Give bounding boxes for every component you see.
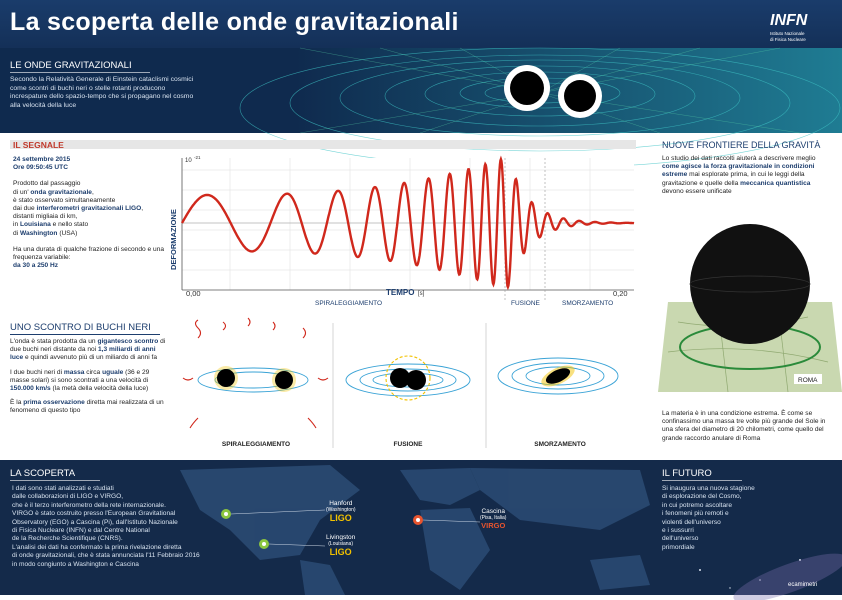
- infn-logo: [770, 12, 807, 42]
- signal-p1-m: (USA): [59, 229, 78, 237]
- livingston-det: LIGO: [329, 547, 352, 557]
- stage-merger-illustration: [346, 356, 470, 400]
- fut-7: primordiale: [662, 543, 695, 551]
- signal-p1-c: onda gravitazionale: [30, 188, 92, 196]
- signal-date: 24 settembre 2015: [13, 156, 71, 163]
- signal-p1-k: di: [13, 229, 19, 237]
- fut-3: i fenomeni più remoti e: [662, 510, 729, 518]
- x-axis-unit: [s]: [418, 291, 425, 297]
- col-p3c: diretta mai realizzata di un fenomeno di questo tipo: [10, 399, 164, 415]
- collision-text: [10, 338, 170, 416]
- col-p2c: circa: [86, 368, 101, 376]
- future-text: [662, 485, 782, 552]
- fr-t2: come agisce la forza gravitazionale in condizioni estreme: [662, 163, 815, 179]
- frontiers-text: [662, 155, 832, 196]
- frontiers-title: NUOVE FRONTIERE DELLA GRAVITÀ: [662, 140, 821, 150]
- signal-p1-i: Louisiana: [19, 221, 51, 229]
- hanford-region: (Washington): [326, 507, 356, 513]
- cascina-pin: [413, 515, 423, 525]
- col-p2f: 150.000 km/s: [10, 385, 51, 393]
- signal-title: IL SEGNALE: [13, 140, 64, 150]
- cascina-name: Cascina: [481, 508, 505, 515]
- future-divider: [662, 480, 742, 481]
- y-scale-exp: -21: [194, 155, 201, 160]
- col-p3a: È la: [10, 399, 22, 407]
- col-p1b: gigantesco scontro: [97, 338, 159, 345]
- signal-p1-l: Washington: [19, 229, 58, 237]
- discovery-title: LA SCOPERTA: [10, 468, 76, 479]
- stage-label-inspiral: SPIRALEGGIAMENTO: [221, 441, 291, 448]
- discovery-text: [12, 485, 252, 569]
- tick-start: 0,00: [186, 289, 201, 298]
- tick-end: 0,20: [613, 289, 628, 298]
- signal-p2: Ha una durata di qualche frazione di secondo e una frequenza variabile:: [13, 245, 165, 262]
- phase-inspiral: SPIRALEGGIAMENTO: [315, 300, 383, 307]
- signal-p1-a: Prodotto dal passaggio: [13, 180, 81, 188]
- rome-sphere-illustration: [658, 222, 842, 392]
- collision-divider: [10, 334, 160, 335]
- black-hole-2: [564, 80, 596, 112]
- fut-1: di esplorazione del Cosmo,: [662, 493, 742, 501]
- signal-p2-bold: da 30 a 250 Hz: [13, 262, 59, 270]
- signal-p1-g: distanti migliaia di km,: [13, 213, 78, 221]
- col-p1d: 1,3 miliardi di anni luce: [10, 346, 156, 362]
- col-p2g: (la metà della velocità della luce): [52, 385, 149, 393]
- future-title: IL FUTURO: [662, 468, 712, 479]
- disc-line-2: che è il terzo interferometro della rete internazionale.: [12, 501, 166, 509]
- black-hole-1: [510, 71, 544, 105]
- waveform-chart: [170, 150, 640, 310]
- logo-sub-1: Istituto Nazionale: [770, 31, 805, 36]
- col-p2b: massa: [63, 368, 85, 376]
- signal-p1-b: di un: [13, 188, 28, 196]
- stage-ringdown-illustration: [498, 358, 618, 394]
- col-p2a: I due buchi neri di: [10, 368, 63, 376]
- col-p3b: prima osservazione: [23, 399, 85, 407]
- logo-sub-2: di Fisica Nucleare: [770, 37, 806, 42]
- map-label-roma: ROMA: [798, 377, 818, 384]
- disc-line-9: in modo congiunto a Washington e Cascina: [12, 560, 139, 568]
- intro-divider: [10, 72, 150, 73]
- hanford-name: Hanford: [329, 500, 353, 507]
- x-axis-label: TEMPO: [386, 288, 415, 297]
- signal-time: Ore 09:50:45 UTC: [13, 164, 68, 172]
- stage-label-ringdown: SMORZAMENTO: [534, 441, 586, 448]
- disc-line-8: di onde gravitazionali, che è stata annunciata l'11 Febbraio 2016: [12, 552, 200, 560]
- signal-p1-f: interferometri gravitazionali LIGO: [36, 205, 142, 213]
- fut-0: Si inaugura una nuova stagione: [662, 485, 755, 492]
- disc-line-7: L'analisi dei dati ha confermato la prima rivelazione diretta: [12, 543, 182, 551]
- col-p2e: (36 e 29 masse solari) si sono scontrati a una velocità di: [10, 368, 150, 384]
- frontiers-text-2: La materia è in una condizione estrema. È come se confinassimo una massa tre volte più grande del Sole in una sfera del diametro di 20 chilometri, come quello del grande raccordo anulare di Roma: [662, 410, 826, 442]
- cascina-region: (Pisa, Italia): [480, 515, 507, 521]
- col-p1c: di due buchi neri distante da noi: [10, 338, 166, 354]
- page-title: La scoperta delle onde gravitazionali: [10, 8, 459, 36]
- signal-header-bar: [10, 140, 636, 149]
- fr-t1: Lo studio dei dati raccolti aiuterà a descrivere meglio: [662, 155, 816, 162]
- fr-t5: devono essere unificate: [662, 187, 732, 195]
- site-hanford: [326, 500, 356, 523]
- site-livingston: [326, 534, 355, 557]
- phase-merger: FUSIONE: [511, 300, 540, 307]
- col-p1e: e quindi avvenuto più di un miliardo di anni fa: [25, 354, 158, 362]
- fr-t4: meccanica quantistica: [740, 179, 811, 187]
- livingston-name: Livingston: [326, 534, 356, 541]
- disc-line-5: di Fisica Nucleare (INFN) e dal Centre National: [12, 527, 150, 535]
- signal-p1-e: dai due: [13, 205, 35, 213]
- hanford-det: LIGO: [329, 513, 352, 523]
- logo-mark: INFN: [770, 12, 808, 29]
- livingston-pin: [259, 539, 269, 549]
- disc-line-6: de la Recherche Scientifique (CNRS).: [12, 535, 123, 543]
- stage-label-merger: FUSIONE: [393, 441, 423, 448]
- col-p1a: L'onda è stata prodotta da un: [10, 338, 96, 345]
- livingston-region: (Louisiana): [328, 541, 354, 547]
- signal-p1-j: e nello stato: [52, 221, 89, 229]
- intro-title: LE ONDE GRAVITAZIONALI: [10, 60, 132, 71]
- credit-label: ecamimetri: [788, 582, 818, 588]
- fut-6: dell'universo: [662, 535, 699, 543]
- signal-p1-h: in: [13, 221, 19, 229]
- intro-text: Secondo la Relatività Generale di Einstein cataclismi cosmici come scontri di buchi neri o stelle rotanti producono increspature dello spazio-tempo che si propagano nel cosmo alla velocità della luce: [10, 76, 194, 109]
- y-scale-base: 10: [185, 158, 192, 164]
- fut-4: violenti dell'universo: [662, 518, 721, 526]
- disc-line-0: I dati sono stati analizzati e studiati: [12, 485, 114, 492]
- disc-line-3: VIRGO è stato costruito presso l'European Gravitational: [12, 510, 176, 518]
- phase-ringdown: SMORZAMENTO: [562, 300, 614, 307]
- discovery-divider: [10, 480, 100, 481]
- fut-5: e i sussurri: [662, 527, 694, 535]
- signal-description: 24 settembre 2015 Ore 09:50:45 UTC Prodotto dal passaggio di un' onda gravitazionale, è stato osservato simultaneamente dai due interferometri gravitazionali LIGO, distanti migliaia di km, in Louisiana e nello stato di Washington (USA) Ha una durata di qualche frazione di secondo e una frequenza variabile: da 30 a 250 Hz: [13, 156, 173, 270]
- signal-p1-d: è stato osservato simultaneamente: [13, 196, 116, 204]
- disc-line-1: dalle collaborazioni di LIGO e VIRGO,: [12, 493, 124, 501]
- y-axis-label: DEFORMAZIONE: [169, 209, 178, 270]
- disc-line-4: Observatory (EGO) a Cascina (Pi), dall'Istituto Nazionale: [12, 518, 178, 526]
- fr-t3: mai esplorate prima, in cui le leggi della gravitazione e quelle della: [662, 171, 805, 187]
- fut-2: in cui potremo ascoltare: [662, 501, 733, 509]
- collision-stages: [178, 318, 638, 453]
- col-p2d: uguale: [102, 368, 124, 376]
- cascina-det: VIRGO: [481, 521, 506, 530]
- site-cascina: [480, 508, 506, 530]
- collision-title: UNO SCONTRO DI BUCHI NERI: [10, 322, 151, 333]
- stage-inspiral-illustration: [183, 318, 328, 428]
